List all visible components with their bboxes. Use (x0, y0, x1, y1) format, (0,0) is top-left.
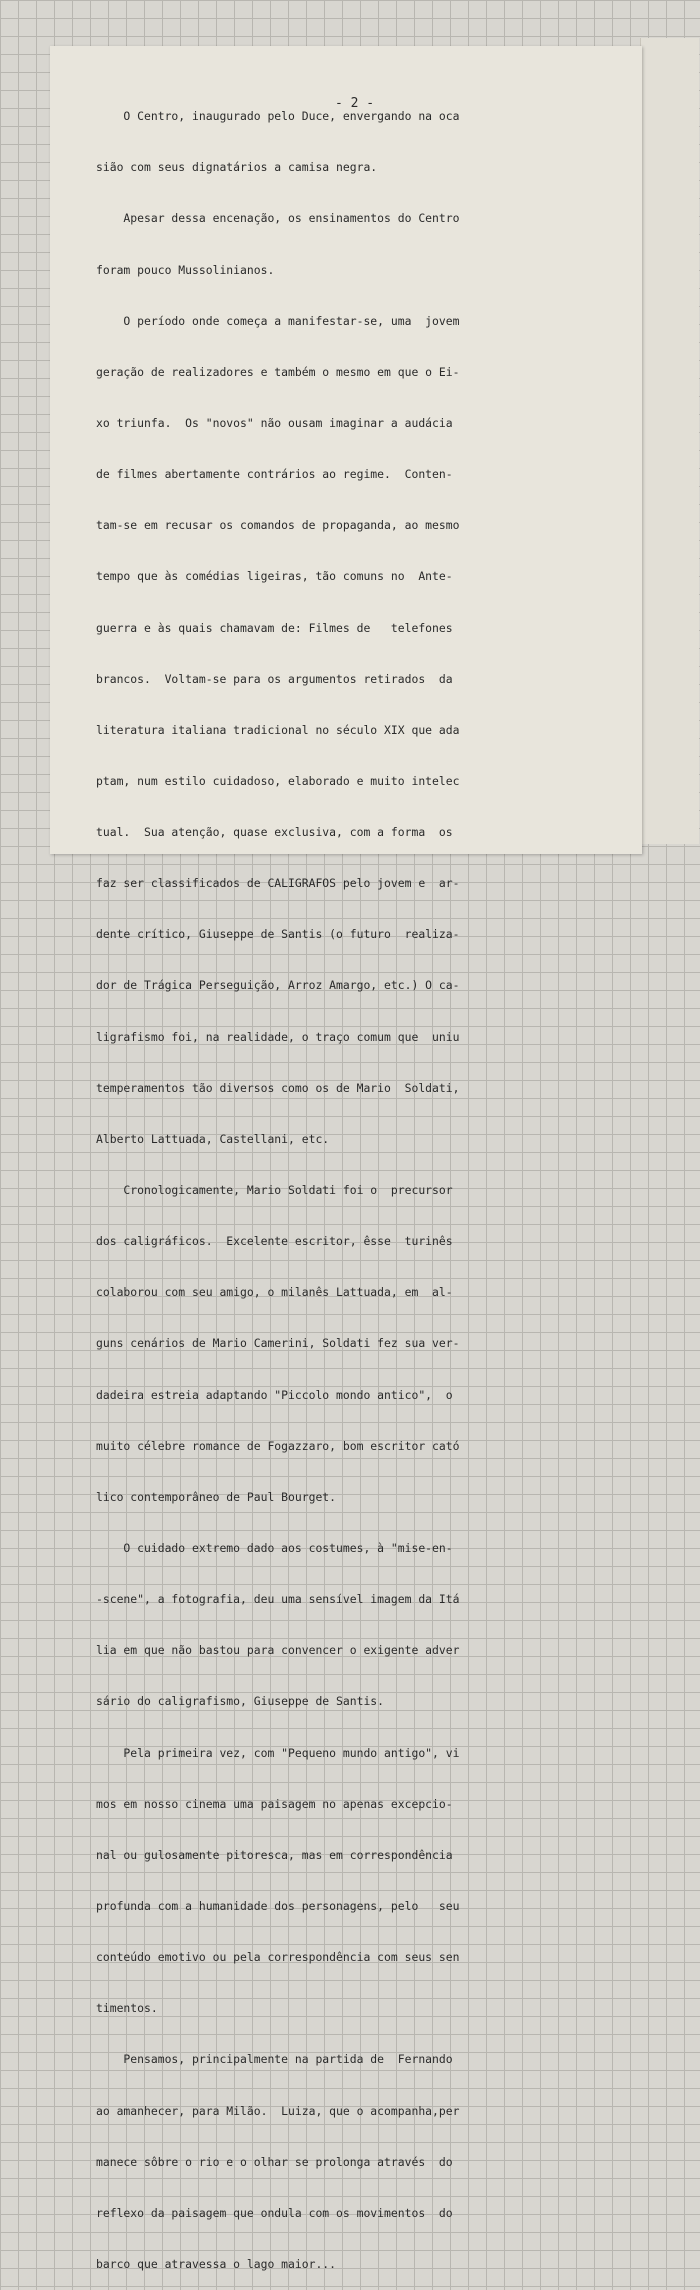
text-line: ao amanhecer, para Milão. Luiza, que o acompanha,per (96, 2103, 460, 2118)
text-line: dadeira estreia adaptando "Piccolo mondo antico", o (96, 1387, 453, 1402)
text-line: guns cenários de Mario Camerini, Soldati fez sua ver- (96, 1336, 460, 1351)
text-line: O Centro, inaugurado pelo Duce, envergando na oca (96, 109, 460, 124)
text-line: dos caligráficos. Excelente escritor, êsse turinês (96, 1234, 453, 1249)
text-line: Alberto Lattuada, Castellani, etc. (96, 1131, 330, 1146)
text-line: -scene", a fotografia, deu uma sensível imagem da Itá (96, 1592, 460, 1607)
text-line: geração de realizadores e também o mesmo em que o Ei- (96, 364, 460, 379)
text-line: Pensamos, principalmente na partida de Fernando (96, 2052, 453, 2067)
text-line: colaborou com seu amigo, o milanês Lattuada, em al- (96, 1285, 453, 1300)
text-line: temperamentos tão diversos como os de Mario Soldati, (96, 1080, 460, 1095)
text-line: ptam, num estilo cuidadoso, elaborado e muito intelec (96, 773, 460, 788)
text-line: reflexo da paisagem que ondula com os movimentos do (96, 2205, 453, 2220)
text-line: conteúdo emotivo ou pela correspondência com seus sen (96, 1950, 460, 1965)
text-line: guerra e às quais chamavam de: Filmes de telefones (96, 620, 453, 635)
text-line: mos em nosso cinema uma paisagem no apenas excepcio- (96, 1796, 453, 1811)
text-line: sião com seus dignatários a camisa negra. (96, 160, 378, 175)
text-line: foram pouco Mussolinianos. (96, 262, 275, 277)
text-line: sário do caligrafismo, Giuseppe de Santis. (96, 1694, 385, 1709)
text-line: tam-se em recusar os comandos de propaganda, ao mesmo (96, 518, 460, 533)
adjacent-page-edge (640, 38, 699, 844)
text-line: profunda com a humanidade dos personagens, pelo seu (96, 1899, 460, 1914)
text-line: O cuidado extremo dado aos costumes, à "mise-en- (96, 1541, 453, 1556)
text-line: tual. Sua atenção, quase exclusiva, com a forma os (96, 825, 453, 840)
text-line: O período onde começa a manifestar-se, uma jovem (96, 313, 460, 328)
text-line: lia em que não bastou para convencer o exigente adver (96, 1643, 460, 1658)
text-line: muito célebre romance de Fogazzaro, bom escritor cató (96, 1438, 460, 1453)
text-line: dente crítico, Giuseppe de Santis (o futuro realiza- (96, 927, 460, 942)
text-line: Apesar dessa encenação, os ensinamentos do Centro (96, 211, 460, 226)
text-line: ligrafismo foi, na realidade, o traço comum que uniu (96, 1029, 460, 1044)
text-line: xo triunfa. Os "novos" não ousam imaginar a audácia (96, 415, 453, 430)
text-line: manece sôbre o rio e o olhar se prolonga através do (96, 2154, 453, 2169)
text-line: dor de Trágica Perseguição, Arroz Amargo, etc.) O ca- (96, 978, 460, 993)
text-line: lico contemporâneo de Paul Bourget. (96, 1489, 337, 1504)
text-line: tempo que às comédias ligeiras, tão comuns no Ante- (96, 569, 453, 584)
text-line: barco que atravessa o lago maior... (96, 2257, 337, 2271)
text-line: literatura italiana tradicional no século XIX que ada (96, 722, 460, 737)
text-line: faz ser classificados de CALIGRAFOS pelo jovem e ar- (96, 876, 460, 891)
text-line: de filmes abertamente contrários ao regime. Conten- (96, 467, 453, 482)
page-number: - 2 - (335, 96, 375, 111)
body-text (96, 74, 596, 2290)
text-line: nal ou gulosamente pitoresca, mas em correspondência (96, 1847, 453, 1862)
text-line: Pela primeira vez, com "Pequeno mundo antigo", vi (96, 1745, 460, 1760)
text-line: brancos. Voltam-se para os argumentos retirados da (96, 671, 453, 686)
text-line: Cronologicamente, Mario Soldati foi o precursor (96, 1183, 453, 1198)
text-line: timentos. (96, 2001, 158, 2016)
